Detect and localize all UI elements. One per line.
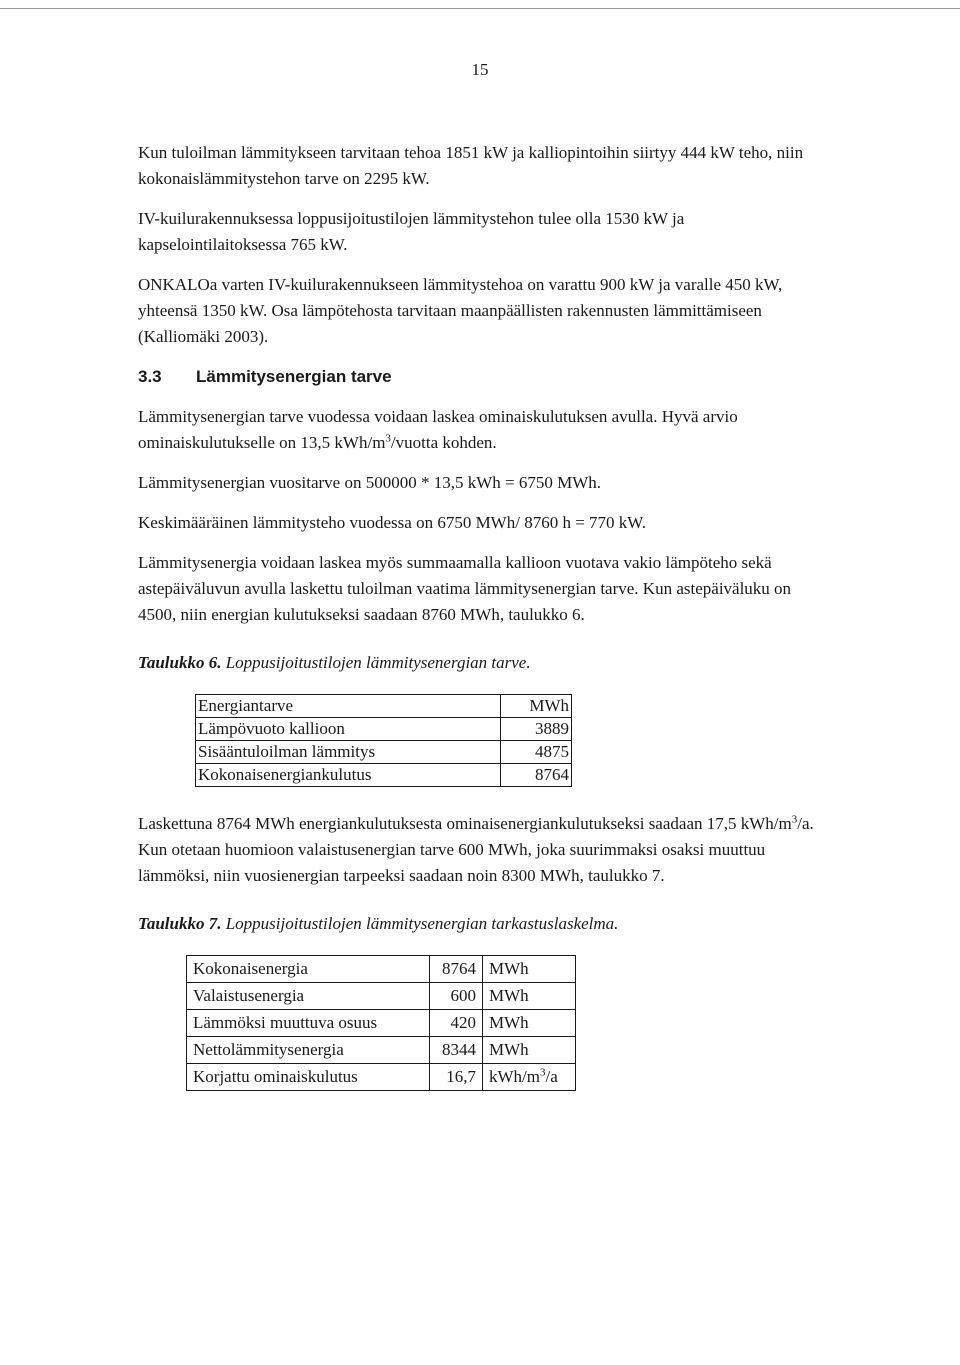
section-number: 3.3 xyxy=(138,367,162,386)
table-6-title: Loppusijoitustilojen lämmitysenergian tarve. xyxy=(225,653,531,672)
paragraph-6: Keskimääräinen lämmitysteho vuodessa on 6750 MWh/ 8760 h = 770 kW. xyxy=(138,513,647,532)
table-cell: Sisääntuloilman lämmitys xyxy=(196,741,501,764)
table-cell: Nettolämmitysenergia xyxy=(187,1037,430,1064)
table-cell: MWh xyxy=(483,956,576,983)
table-cell: MWh xyxy=(483,1037,576,1064)
paragraph-8-tail: /a. Kun otetaan huomioon valaistusenergian tarve 600 MWh, joka suurimmaksi osaksi muuttuu lämmöksi, niin vuosienergian tarpeeksi saadaan noin 8300 MWh, taulukko 7. xyxy=(138,814,814,885)
table-6-label: Taulukko 6. xyxy=(138,653,222,672)
table-cell: Valaistusenergia xyxy=(187,983,430,1010)
table-cell: 4875 xyxy=(501,741,572,764)
table-row xyxy=(187,956,576,983)
table-cell: Lämmöksi muuttuva osuus xyxy=(187,1010,430,1037)
table-cell: 420 xyxy=(430,1010,483,1037)
table-cell: MWh xyxy=(501,695,572,718)
table-row xyxy=(187,1064,576,1091)
paragraph-8-superscript: 3 xyxy=(791,813,798,826)
section-title: Lämmitysenergian tarve xyxy=(196,367,392,386)
table-cell: Energiantarve xyxy=(196,695,501,718)
table-cell: MWh xyxy=(483,1010,576,1037)
table-7 xyxy=(186,955,576,1091)
table-cell-value: 16,7 xyxy=(430,1064,483,1091)
table-7-label: Taulukko 7. xyxy=(138,914,222,933)
paragraph-8-text: Laskettuna 8764 MWh energiankulutuksesta ominaisenergiankulutukseksi saadaan 17,5 kWh/m xyxy=(138,814,792,833)
table-cell: 8344 xyxy=(430,1037,483,1064)
table-6-caption xyxy=(138,650,828,676)
paragraph-5: Lämmitysenergian vuositarve on 500000 * 13,5 kWh = 6750 MWh. xyxy=(138,473,602,492)
table-cell: MWh xyxy=(483,983,576,1010)
paragraph-4-superscript: 3 xyxy=(385,432,391,445)
table-cell: 3889 xyxy=(501,718,572,741)
paragraph-1: Kun tuloilman lämmitykseen tarvitaan tehoa 1851 kW ja kalliopintoihin siirtyy 444 kW teho, niin kokonaislämmitystehon tarve on 2295 kW. xyxy=(138,143,804,188)
top-rule xyxy=(0,8,960,9)
unit-text: kWh/m xyxy=(489,1067,540,1086)
paragraph-8 xyxy=(138,811,828,889)
table-row xyxy=(187,1037,576,1064)
table-row xyxy=(196,718,572,741)
paragraph-2: IV-kuilurakennuksessa loppusijoitustilojen lämmitystehon tulee olla 1530 kW ja kapselointilaitoksessa 765 kW. xyxy=(138,209,685,254)
table-7-caption xyxy=(138,911,828,937)
table-cell: Lämpövuoto kallioon xyxy=(196,718,501,741)
table-cell: Kokonaisenergiankulutus xyxy=(196,764,501,787)
table-row xyxy=(196,695,572,718)
paragraph-7: Lämmitysenergia voidaan laskea myös summaamalla kallioon vuotava vakio lämpöteho sekä astepäiväluvun avulla laskettu tuloilman vaatima lämmitysenergian tarve. Kun astepäiväluku on 4500, niin energian kulutukseksi saadaan 8760 MWh, taulukko 6. xyxy=(138,553,792,624)
page-number: 15 xyxy=(471,60,489,79)
paragraph-3: ONKALOa varten IV-kuilurakennukseen lämmitystehoa on varattu 900 kW ja varalle 450 kW, yhteensä 1350 kW. Osa lämpötehosta tarvitaan maanpäällisten rakennusten lämmittämiseen (Kalliomäki 2003). xyxy=(138,275,783,346)
table-6 xyxy=(195,694,572,787)
table-row xyxy=(187,983,576,1010)
paragraph-4-text: Lämmitysenergian tarve vuodessa voidaan laskea ominaiskulutuksen avulla. Hyvä arvio ominaiskulutukselle on 13,5 kWh/m xyxy=(138,407,738,452)
table-cell: 8764 xyxy=(430,956,483,983)
unit-superscript: 3 xyxy=(540,1066,546,1079)
table-row xyxy=(187,1010,576,1037)
table-7-title: Loppusijoitustilojen lämmitysenergian tarkastuslaskelma. xyxy=(225,914,619,933)
table-row xyxy=(196,764,572,787)
document-body xyxy=(138,140,828,1091)
table-row xyxy=(196,741,572,764)
unit-tail: /a xyxy=(545,1067,558,1086)
table-cell-label: Korjattu ominaiskulutus xyxy=(187,1064,430,1091)
paragraph-4-tail: /vuotta kohden. xyxy=(390,433,497,452)
paragraph-4 xyxy=(138,404,828,456)
table-cell: Kokonaisenergia xyxy=(187,956,430,983)
table-cell-unit xyxy=(483,1064,576,1091)
table-cell: 600 xyxy=(430,983,483,1010)
section-heading xyxy=(138,364,828,390)
table-cell: 8764 xyxy=(501,764,572,787)
